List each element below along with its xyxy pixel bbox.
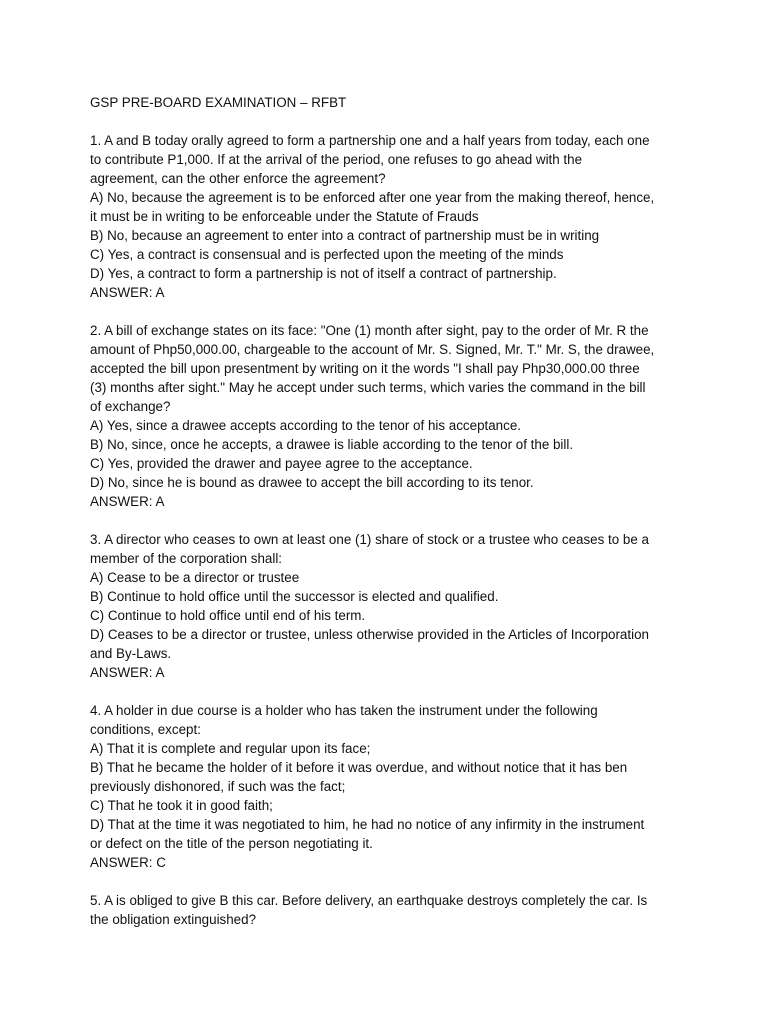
question-3-answer: ANSWER: A [90, 665, 165, 680]
question-1-answer: ANSWER: A [90, 285, 165, 300]
question-3-line: 3. A director who ceases to own at least one (1) share of stock or a trustee who ceases to be a [90, 532, 649, 547]
question-3 [90, 530, 690, 682]
question-5-line: 5. A is obliged to give B this car. Before delivery, an earthquake destroys completely the car. Is [90, 893, 648, 908]
question-3-choice-a: A) Cease to be a director or trustee [90, 570, 300, 585]
question-4-choice-c: C) That he took it in good faith; [90, 798, 273, 813]
question-1-choice-a: A) No, because the agreement is to be enforced after one year from the making thereof, hence, [90, 190, 655, 205]
question-2-choice-c: C) Yes, provided the drawer and payee agree to the acceptance. [90, 456, 473, 471]
question-1-choice-b: B) No, because an agreement to enter into a contract of partnership must be in writing [90, 228, 600, 243]
question-2-line: of exchange? [90, 399, 171, 414]
question-2-choice-a: A) Yes, since a drawee accepts according to the tenor of his acceptance. [90, 418, 521, 433]
question-1-line: 1. A and B today orally agreed to form a partnership one and a half years from today, each one [90, 133, 650, 148]
question-4-choice-d-cont: or defect on the title of the person negotiating it. [90, 836, 373, 851]
question-3-choice-d-cont: and By-Laws. [90, 646, 172, 661]
question-4-choice-b: B) That he became the holder of it before it was overdue, and without notice that it has ben [90, 760, 628, 775]
question-3-line: member of the corporation shall: [90, 551, 283, 566]
question-5 [90, 891, 690, 929]
question-2-line: 2. A bill of exchange states on its face: "One (1) month after sight, pay to the order of Mr. R the [90, 323, 649, 338]
question-3-choice-d: D) Ceases to be a director or trustee, unless otherwise provided in the Articles of Incorporation [90, 627, 649, 642]
question-4 [90, 701, 690, 872]
question-1-choice-c: C) Yes, a contract is consensual and is perfected upon the meeting of the minds [90, 247, 564, 262]
question-2-answer: ANSWER: A [90, 494, 165, 509]
question-3-choice-b: B) Continue to hold office until the successor is elected and qualified. [90, 589, 499, 604]
question-1-line: agreement, can the other enforce the agreement? [90, 171, 386, 186]
question-5-line: the obligation extinguished? [90, 912, 257, 927]
question-1-choice-d: D) Yes, a contract to form a partnership is not of itself a contract of partnership. [90, 266, 557, 281]
question-4-choice-d: D) That at the time it was negotiated to him, he had no notice of any infirmity in the instrument [90, 817, 645, 832]
question-4-choice-a: A) That it is complete and regular upon its face; [90, 741, 371, 756]
document-page [90, 93, 690, 948]
question-1-choice-a-cont: it must be in writing to be enforceable under the Statute of Frauds [90, 209, 479, 224]
question-2-choice-d: D) No, since he is bound as drawee to accept the bill according to its tenor. [90, 475, 534, 490]
question-2 [90, 321, 690, 511]
question-2-choice-b: B) No, since, once he accepts, a drawee is liable according to the tenor of the bill. [90, 437, 574, 452]
question-1-line: to contribute P1,000. If at the arrival of the period, one refuses to go ahead with the [90, 152, 583, 167]
question-2-line: amount of Php50,000.00, chargeable to the account of Mr. S. Signed, Mr. T." Mr. S, the drawee, [90, 342, 655, 357]
question-4-line: 4. A holder in due course is a holder who has taken the instrument under the following [90, 703, 598, 718]
question-3-choice-c: C) Continue to hold office until end of his term. [90, 608, 366, 623]
question-4-answer: ANSWER: C [90, 855, 166, 870]
document-title: GSP PRE-BOARD EXAMINATION – RFBT [90, 95, 347, 110]
question-2-line: accepted the bill upon presentment by writing on it the words "I shall pay Php30,000.00 three [90, 361, 640, 376]
question-4-choice-b-cont: previously dishonored, if such was the fact; [90, 779, 346, 794]
question-2-line: (3) months after sight." May he accept under such terms, which varies the command in the bill [90, 380, 646, 395]
question-1 [90, 131, 690, 302]
question-4-line: conditions, except: [90, 722, 201, 737]
